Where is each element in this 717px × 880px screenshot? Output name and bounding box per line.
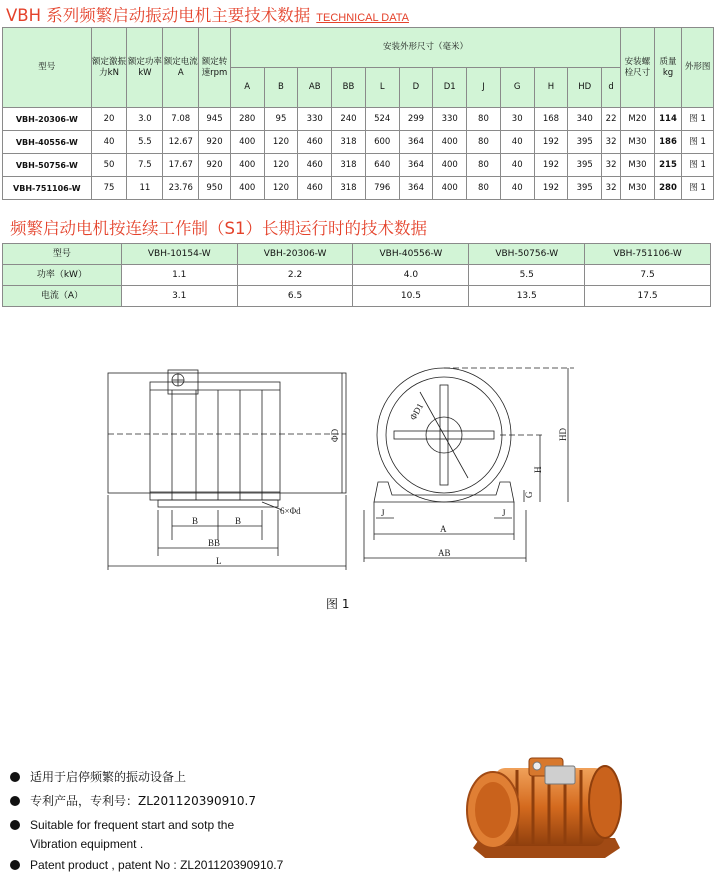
header-dim-g: G — [500, 68, 534, 108]
spec-cell: 400 — [230, 131, 264, 154]
s1-model: VBH-751106-W — [585, 244, 711, 265]
dim-bb-label: BB — [208, 538, 221, 548]
header-dim-d1: D1 — [433, 68, 467, 108]
header-dim-d-small: d — [602, 68, 621, 108]
mass-cell: 215 — [654, 154, 681, 177]
spec-cell: 图 1 — [682, 131, 714, 154]
header-dim-d: D — [399, 68, 433, 108]
bullet-dot — [10, 772, 20, 782]
motor-product-photo — [455, 740, 635, 875]
spec-cell: 395 — [568, 154, 602, 177]
spec-cell: 524 — [365, 108, 399, 131]
spec-cell: 945 — [199, 108, 231, 131]
dim-d1-label: ΦD1 — [407, 401, 426, 422]
spec-cell: 240 — [332, 108, 366, 131]
spec-cell: 920 — [199, 154, 231, 177]
spec-cell: 40 — [500, 154, 534, 177]
spec-row — [3, 131, 714, 154]
main-title — [6, 2, 409, 26]
spec-cell: 32 — [602, 177, 621, 200]
spec-cell: 20 — [91, 108, 127, 131]
spec-cell: 920 — [199, 131, 231, 154]
header-dims-group: 安装外形尺寸（毫米） — [230, 28, 620, 68]
header-speed: 额定转速rpm — [199, 28, 231, 108]
bullet-dot — [10, 796, 20, 806]
dim-h-label: H — [533, 466, 543, 473]
spec-cell: 图 1 — [682, 154, 714, 177]
bolt-label: 6×Φd — [280, 506, 301, 516]
header-fig: 外形图 — [682, 28, 714, 108]
s1-power-value: 2.2 — [237, 265, 353, 286]
mass-cell: 186 — [654, 131, 681, 154]
spec-cell: 120 — [264, 154, 298, 177]
spec-cell: M30 — [621, 177, 655, 200]
technical-data-label: TECHNICAL DATA — [316, 12, 409, 24]
header-dim-a: A — [230, 68, 264, 108]
header-dim-j: J — [467, 68, 501, 108]
spec-cell: 460 — [298, 131, 332, 154]
header-dim-h: H — [534, 68, 568, 108]
feature-text: Patent product , patent No : ZL201120390910.7 — [30, 858, 284, 872]
spec-cell: 192 — [534, 154, 568, 177]
spec-cell: 400 — [230, 177, 264, 200]
header-dim-hd: HD — [568, 68, 602, 108]
dim-j-label: J — [381, 508, 385, 518]
header-dim-ab: AB — [298, 68, 332, 108]
spec-cell: 17.67 — [163, 154, 199, 177]
spec-cell: 120 — [264, 177, 298, 200]
s1-current-value: 6.5 — [237, 286, 353, 307]
mass-cell: 114 — [654, 108, 681, 131]
dim-b-label: B — [192, 516, 199, 526]
spec-cell: 30 — [500, 108, 534, 131]
spec-cell: 95 — [264, 108, 298, 131]
spec-cell: 80 — [467, 131, 501, 154]
feature-item — [8, 817, 283, 836]
feature-text: Vibration equipment . — [30, 837, 144, 851]
s1-model: VBH-50756-W — [469, 244, 585, 265]
spec-cell: 80 — [467, 154, 501, 177]
spec-row — [3, 108, 714, 131]
spec-cell: 400 — [433, 154, 467, 177]
spec-cell: 80 — [467, 177, 501, 200]
s1-power-value: 5.5 — [469, 265, 585, 286]
header-dim-bb: BB — [332, 68, 366, 108]
s1-header-model: 型号 — [3, 244, 122, 265]
s1-current-label: 电流（A） — [3, 286, 122, 307]
main-title-text: VBH 系列频繁启动振动电机主要技术数据 — [6, 6, 311, 25]
spec-cell: 395 — [568, 177, 602, 200]
header-current: 额定电流A — [163, 28, 199, 108]
spec-cell: 318 — [332, 131, 366, 154]
spec-cell: 400 — [230, 154, 264, 177]
s1-current-value: 10.5 — [353, 286, 469, 307]
s1-model: VBH-40556-W — [353, 244, 469, 265]
model-cell: VBH-20306-W — [3, 108, 92, 131]
header-force: 额定激振力kN — [91, 28, 127, 108]
s1-power-label: 功率（kW） — [3, 265, 122, 286]
s1-power-value: 7.5 — [585, 265, 711, 286]
spec-cell: 32 — [602, 154, 621, 177]
spec-cell: 364 — [399, 177, 433, 200]
spec-cell: 318 — [332, 177, 366, 200]
spec-cell: 280 — [230, 108, 264, 131]
spec-cell: 图 1 — [682, 177, 714, 200]
spec-cell: 460 — [298, 154, 332, 177]
header-model: 型号 — [3, 28, 92, 108]
spec-cell: 400 — [433, 177, 467, 200]
spec-cell: 40 — [500, 131, 534, 154]
spec-cell: 50 — [91, 154, 127, 177]
spec-cell: 600 — [365, 131, 399, 154]
header-power: 额定功率kW — [127, 28, 163, 108]
spec-cell: 796 — [365, 177, 399, 200]
bullet-dot — [10, 860, 20, 870]
feature-item — [8, 793, 283, 817]
spec-cell: M20 — [621, 108, 655, 131]
s1-model: VBH-20306-W — [237, 244, 353, 265]
spec-cell: 364 — [399, 154, 433, 177]
header-dim-b: B — [264, 68, 298, 108]
spec-cell: 40 — [500, 177, 534, 200]
feature-item — [8, 769, 283, 793]
spec-cell: 22 — [602, 108, 621, 131]
dim-l-label: L — [216, 556, 222, 566]
spec-row — [3, 154, 714, 177]
feature-text: 专利产品，专利号：ZL201120390910.7 — [30, 794, 256, 808]
feature-item — [8, 857, 283, 876]
end-view — [364, 368, 574, 562]
spec-cell: 460 — [298, 177, 332, 200]
spec-cell: 192 — [534, 131, 568, 154]
dim-j-label-2: J — [502, 508, 506, 518]
header-dim-l: L — [365, 68, 399, 108]
spec-table — [2, 27, 714, 200]
dim-g-label: G — [524, 491, 534, 498]
bullet-dot — [10, 820, 20, 830]
header-bolt: 安装螺栓尺寸 — [621, 28, 655, 108]
dim-hd-label: HD — [558, 428, 568, 441]
spec-cell: 7.5 — [127, 154, 163, 177]
spec-cell: 120 — [264, 131, 298, 154]
dim-a-label: A — [440, 524, 447, 534]
spec-cell: 3.0 — [127, 108, 163, 131]
spec-cell: 11 — [127, 177, 163, 200]
dim-ab-label: AB — [438, 548, 451, 558]
spec-row — [3, 177, 714, 200]
spec-cell: M30 — [621, 154, 655, 177]
spec-cell: 7.08 — [163, 108, 199, 131]
s1-table — [2, 243, 711, 307]
mass-cell: 280 — [654, 177, 681, 200]
feature-text: 适用于启停频繁的振动设备上 — [30, 770, 187, 784]
spec-cell: 12.67 — [163, 131, 199, 154]
header-mass: 质量kg — [654, 28, 681, 108]
model-cell: VBH-50756-W — [3, 154, 92, 177]
spec-cell: 364 — [399, 131, 433, 154]
s1-current-value: 17.5 — [585, 286, 711, 307]
spec-cell: 5.5 — [127, 131, 163, 154]
model-cell: VBH-40556-W — [3, 131, 92, 154]
spec-cell: 950 — [199, 177, 231, 200]
dim-d-label: ΦD — [330, 428, 340, 442]
spec-cell: 192 — [534, 177, 568, 200]
figure-caption: 图 1 — [326, 597, 350, 611]
dim-b-label-2: B — [235, 516, 242, 526]
spec-cell: 330 — [433, 108, 467, 131]
spec-cell: 395 — [568, 131, 602, 154]
s1-title: 频繁启动电机按连续工作制（S1）长期运行时的技术数据 — [10, 219, 427, 238]
spec-cell: 图 1 — [682, 108, 714, 131]
spec-cell: 340 — [568, 108, 602, 131]
spec-cell: 168 — [534, 108, 568, 131]
spec-cell: 400 — [433, 131, 467, 154]
spec-cell: 40 — [91, 131, 127, 154]
technical-drawing — [0, 330, 717, 580]
spec-cell: 330 — [298, 108, 332, 131]
spec-cell: 318 — [332, 154, 366, 177]
spec-cell: 32 — [602, 131, 621, 154]
s1-current-value: 3.1 — [121, 286, 237, 307]
s1-power-value: 4.0 — [353, 265, 469, 286]
spec-cell: 75 — [91, 177, 127, 200]
feature-text: Suitable for frequent start and sotp the — [30, 818, 235, 832]
s1-power-value: 1.1 — [121, 265, 237, 286]
spec-cell: 80 — [467, 108, 501, 131]
s1-current-value: 13.5 — [469, 286, 585, 307]
side-view — [108, 370, 346, 570]
spec-cell: 23.76 — [163, 177, 199, 200]
model-cell: VBH-751106-W — [3, 177, 92, 200]
spec-cell: 299 — [399, 108, 433, 131]
s1-model: VBH-10154-W — [121, 244, 237, 265]
spec-cell: M30 — [621, 131, 655, 154]
spec-cell: 640 — [365, 154, 399, 177]
feature-item-continued — [8, 836, 283, 857]
feature-list — [8, 769, 283, 876]
